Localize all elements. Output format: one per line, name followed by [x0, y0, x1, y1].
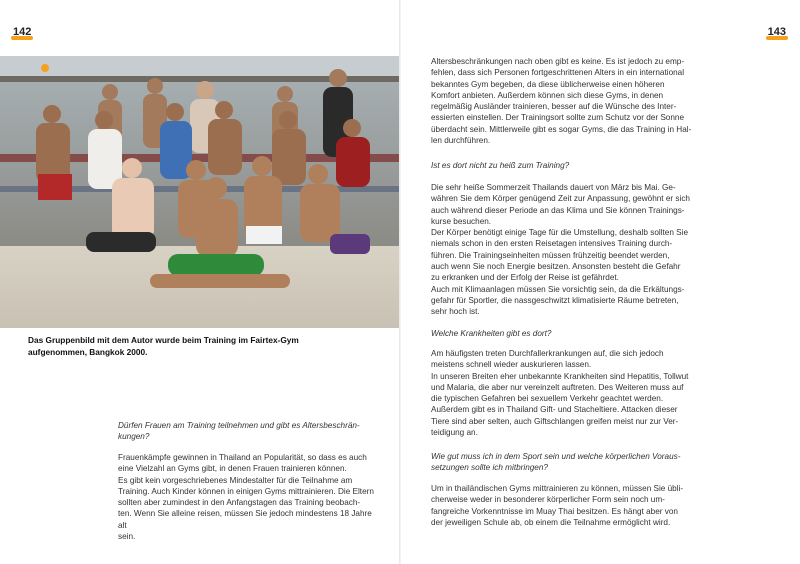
answer-requirements: Um in thailändischen Gyms mittrainieren zu können, müssen Sie übli- cherweise weder in besonderer körperlicher Form sein noch um- fangreiche Vorkenntnisse im Muay Thai besitzen. Es hängt aber von der jeweiligen Schule ab, ob einem die Teilnahme ermöglicht wird. [431, 484, 684, 527]
question-heat: Ist es dort nicht zu heiß zum Training? [431, 161, 570, 170]
question-requirements: Wie gut muss ich in dem Sport sein und welche körperlichen Voraus- setzungen sollte ich mitbringen? [431, 452, 681, 473]
answer-heat: Die sehr heiße Sommerzeit Thailands dauert von März bis Mai. Ge- währen Sie dem Körper genügend Zeit zur Anpassung, gewöhnt er sich auch während dieser Periode an das Klima und Sie können Trainings- kurse besuchen. Der Körper benötigt einige Tage für die Umstellung, deshalb sollten Sie niemals schon in den ersten Reisetagen intensives Training durch- führen. Die Trainingseinheiten müssen frühzeitig beendet werden, auch wenn Sie noch Energie besitzen. Ansonsten besteht die Gefahr zu erkranken und der Erfolg der Reise ist gefährdet. Auch mit Klimaanlagen müssen Sie vorsichtig sein, da die Erkältungs- gefahr für Sportler, die nassgeschwitzt klimatisierte Räume betreten, sehr hoch ist. [431, 183, 690, 317]
photo-caption: Das Gruppenbild mit dem Autor wurde beim Training im Fairtex-Gym aufgenommen, Bangkok 2000. [28, 335, 299, 357]
answer-women-age: Frauenkämpfe gewinnen in Thailand an Popularität, so dass es auch eine Vielzahl an Gyms gibt, in denen Frauen trainieren können. Es gibt kein vorgeschriebenes Mindestalter für die Teilnahme am Training. Auch Kinder können in einigen Gyms mittrainieren. Die Eltern sollten aber zumindest in den Anfangstagen das Training beobach- ten. Wenn Sie alleine reisen, müssen Sie jedoch mindestens 18 Jahre alt sein. [118, 453, 374, 542]
question-women-age: Dürfen Frauen am Training teilnehmen und gibt es Altersbeschrän- kungen? [118, 421, 360, 442]
paragraph-age-limits: Altersbeschränkungen nach oben gibt es keine. Es ist jedoch zu emp- fehlen, dass sich Personen fortgeschrittenen Alters in ein international bekanntes Gym begeben, da diese üblicherweise einen höheren Komfort anbieten. Außerdem können sich diese Gyms, in denen regelmäßig Ausländer trainieren, besser auf die Wünsche des Inter- essierten einstellen. Der Trainingsort sollte zum Schutz vor der Sonne überdacht sein. Mittlerweile gibt es sogar Gyms, die das Training in Hal- len durchführen. [431, 57, 692, 146]
page-number-right: 143 [767, 26, 786, 38]
answer-diseases: Am häufigsten treten Durchfallerkrankungen auf, die sich jedoch meistens schnell wieder auskurieren lassen. In unseren Breiten eher unbekannte Krankheiten sind Hepatitis, Tollwut und Malaria, die aber nur vereinzelt auftreten. Des Weiteren muss auf die typischen Gefahren bei sexuellem Verkehr geachtet werden. Außerdem gibt es in Thailand Gift- und Stacheltiere. Attacken dieser Tiere sind aber selten, auch Giftschlangen greifen meist nur zur Ver- teidigung an. [431, 349, 689, 438]
question-diseases: Welche Krankheiten gibt es dort? [431, 329, 552, 338]
photo-illustration [0, 56, 400, 328]
group-photo [0, 56, 400, 328]
page-number-left: 142 [13, 26, 32, 38]
